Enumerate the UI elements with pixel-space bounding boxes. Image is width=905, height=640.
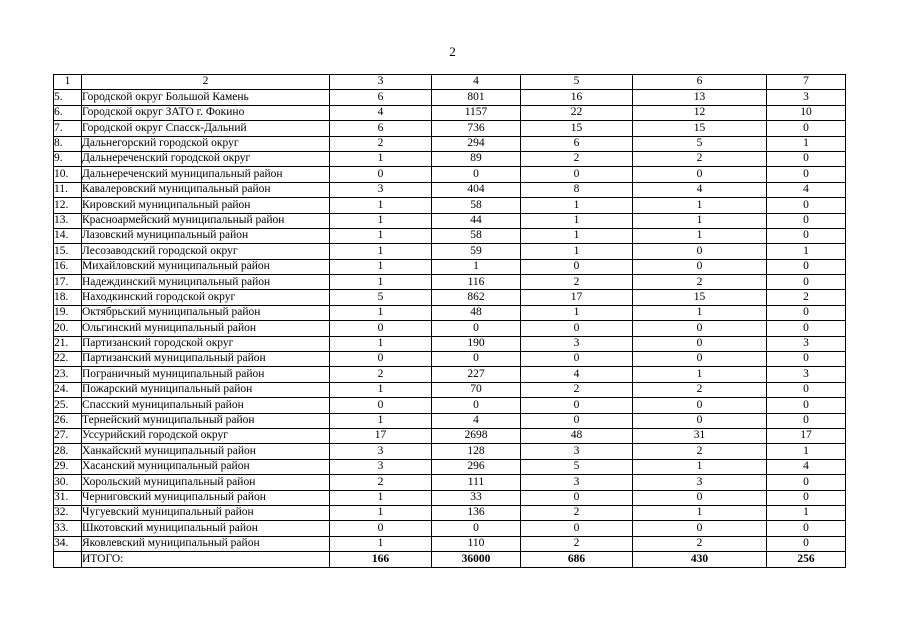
column-3-cell: 1: [330, 228, 432, 243]
column-6-cell: 0: [633, 413, 767, 428]
municipality-name-cell: Партизанский муниципальный район: [82, 352, 330, 367]
column-4-cell: 227: [432, 367, 521, 382]
column-3-cell: 0: [330, 352, 432, 367]
column-7-cell: 10: [767, 105, 846, 120]
row-number-cell: 26.: [54, 413, 82, 428]
column-4-cell: 736: [432, 121, 521, 136]
column-7-cell: 0: [767, 413, 846, 428]
column-3-cell: 4: [330, 105, 432, 120]
column-7-cell: 0: [767, 305, 846, 320]
table-row: [54, 382, 846, 397]
column-3-cell: 1: [330, 305, 432, 320]
row-number-cell: 8.: [54, 136, 82, 151]
row-number-cell: 22.: [54, 352, 82, 367]
column-5-cell: 2: [521, 505, 633, 520]
table-row: [54, 198, 846, 213]
column-7-cell: 4: [767, 459, 846, 474]
column-7-cell: 0: [767, 259, 846, 274]
column-5-cell: 1: [521, 213, 633, 228]
column-6-cell: 31: [633, 428, 767, 443]
row-number-cell: 34.: [54, 536, 82, 551]
column-6-cell: 2: [633, 382, 767, 397]
column-7-cell: 4: [767, 182, 846, 197]
municipality-name-cell: Городской округ ЗАТО г. Фокино: [82, 105, 330, 120]
column-3-cell: 1: [330, 382, 432, 397]
row-number-cell: 17.: [54, 275, 82, 290]
municipality-name-cell: Пожарский муниципальный район: [82, 382, 330, 397]
municipality-name-cell: Чугуевский муниципальный район: [82, 505, 330, 520]
row-number-cell: 23.: [54, 367, 82, 382]
column-5-cell: 5: [521, 459, 633, 474]
row-number-cell: 13.: [54, 213, 82, 228]
column-3-cell: 5: [330, 290, 432, 305]
column-7-cell: 0: [767, 198, 846, 213]
municipality-name-cell: Спасский муниципальный район: [82, 398, 330, 413]
column-5-cell: 686: [521, 552, 633, 567]
column-7-cell: 256: [767, 552, 846, 567]
municipality-name-cell: Хасанский муниципальный район: [82, 459, 330, 474]
row-number-cell: 16.: [54, 259, 82, 274]
row-number-cell: 10.: [54, 167, 82, 182]
table-row: [54, 459, 846, 474]
municipality-name-cell: Уссурийский городской округ: [82, 428, 330, 443]
column-6-cell: 0: [633, 490, 767, 505]
column-6-cell: 0: [633, 398, 767, 413]
table-row: [54, 290, 846, 305]
column-7-cell: 3: [767, 367, 846, 382]
column-5-cell: 0: [521, 259, 633, 274]
column-3-cell: 3: [330, 444, 432, 459]
row-number-cell: 15.: [54, 244, 82, 259]
column-4-cell: 36000: [432, 552, 521, 567]
table-row: [54, 321, 846, 336]
table-row: [54, 259, 846, 274]
column-3-cell: 1: [330, 151, 432, 166]
column-4-cell: 0: [432, 167, 521, 182]
row-number-cell: 14.: [54, 228, 82, 243]
total-row: [54, 552, 846, 567]
municipality-name-cell: Тернейский муниципальный район: [82, 413, 330, 428]
column-5-cell: 1: [521, 305, 633, 320]
column-3-cell: 1: [330, 490, 432, 505]
municipality-name-cell: Кировский муниципальный район: [82, 198, 330, 213]
row-number-cell: 29.: [54, 459, 82, 474]
column-4-cell: 128: [432, 444, 521, 459]
column-7-cell: 0: [767, 275, 846, 290]
column-5-cell: 48: [521, 428, 633, 443]
column-6-cell: 13: [633, 90, 767, 105]
municipality-name-cell: Яковлевский муниципальный район: [82, 536, 330, 551]
column-3-cell: 3: [330, 182, 432, 197]
column-3-cell: 1: [330, 198, 432, 213]
table-row: [54, 167, 846, 182]
municipality-name-cell: Хорольский муниципальный район: [82, 475, 330, 490]
column-3-cell: 1: [330, 413, 432, 428]
column-6-cell: 2: [633, 151, 767, 166]
column-3-cell: 0: [330, 167, 432, 182]
column-7-cell: 0: [767, 475, 846, 490]
column-5-cell: 0: [521, 398, 633, 413]
row-number-cell: 30.: [54, 475, 82, 490]
column-5-cell: 0: [521, 521, 633, 536]
header-cell: 3: [330, 75, 432, 90]
column-3-cell: 0: [330, 321, 432, 336]
column-5-cell: 8: [521, 182, 633, 197]
column-3-cell: 2: [330, 367, 432, 382]
table-row: [54, 490, 846, 505]
row-number-cell: 20.: [54, 321, 82, 336]
column-5-cell: 15: [521, 121, 633, 136]
column-5-cell: 0: [521, 413, 633, 428]
column-3-cell: 2: [330, 475, 432, 490]
column-7-cell: 0: [767, 382, 846, 397]
column-6-cell: 0: [633, 336, 767, 351]
column-4-cell: 111: [432, 475, 521, 490]
row-number-cell: 21.: [54, 336, 82, 351]
column-4-cell: 58: [432, 228, 521, 243]
municipality-name-cell: Ольгинский муниципальный район: [82, 321, 330, 336]
column-5-cell: 0: [521, 167, 633, 182]
column-3-cell: 1: [330, 505, 432, 520]
row-number-cell: 11.: [54, 182, 82, 197]
table-row: [54, 228, 846, 243]
statistics-table: [53, 74, 846, 568]
column-4-cell: 48: [432, 305, 521, 320]
column-4-cell: 4: [432, 413, 521, 428]
column-5-cell: 0: [521, 321, 633, 336]
column-4-cell: 1: [432, 259, 521, 274]
column-7-cell: 0: [767, 167, 846, 182]
row-number-cell: 19.: [54, 305, 82, 320]
row-number-cell: 6.: [54, 105, 82, 120]
column-3-cell: 2: [330, 136, 432, 151]
municipality-name-cell: Красноармейский муниципальный район: [82, 213, 330, 228]
column-6-cell: 430: [633, 552, 767, 567]
municipality-name-cell: Дальнереченский городской округ: [82, 151, 330, 166]
row-number-cell: 24.: [54, 382, 82, 397]
column-7-cell: 2: [767, 290, 846, 305]
table-row: [54, 413, 846, 428]
column-6-cell: 2: [633, 536, 767, 551]
column-4-cell: 1157: [432, 105, 521, 120]
column-3-cell: 6: [330, 90, 432, 105]
table-row: [54, 136, 846, 151]
column-7-cell: 0: [767, 228, 846, 243]
column-4-cell: 58: [432, 198, 521, 213]
municipality-name-cell: Городской округ Большой Камень: [82, 90, 330, 105]
table-row: [54, 305, 846, 320]
table-row: [54, 244, 846, 259]
column-4-cell: 0: [432, 352, 521, 367]
table-row: [54, 151, 846, 166]
column-5-cell: 3: [521, 336, 633, 351]
municipality-name-cell: Лесозаводский городской округ: [82, 244, 330, 259]
municipality-name-cell: Кавалеровский муниципальный район: [82, 182, 330, 197]
column-5-cell: 2: [521, 275, 633, 290]
column-6-cell: 1: [633, 459, 767, 474]
table-row: [54, 475, 846, 490]
table-row: [54, 121, 846, 136]
municipality-name-cell: Дальнереченский муниципальный район: [82, 167, 330, 182]
column-3-cell: 1: [330, 213, 432, 228]
column-4-cell: 44: [432, 213, 521, 228]
column-5-cell: 22: [521, 105, 633, 120]
column-4-cell: 801: [432, 90, 521, 105]
column-4-cell: 59: [432, 244, 521, 259]
row-number-cell: 25.: [54, 398, 82, 413]
column-7-cell: 1: [767, 505, 846, 520]
column-3-cell: 3: [330, 459, 432, 474]
table-row: [54, 505, 846, 520]
column-5-cell: 0: [521, 490, 633, 505]
column-3-cell: 166: [330, 552, 432, 567]
column-3-cell: 1: [330, 536, 432, 551]
column-4-cell: 296: [432, 459, 521, 474]
column-6-cell: 0: [633, 352, 767, 367]
column-6-cell: 1: [633, 198, 767, 213]
municipality-name-cell: Ханкайский муниципальный район: [82, 444, 330, 459]
table-row: [54, 352, 846, 367]
column-6-cell: 1: [633, 305, 767, 320]
column-4-cell: 116: [432, 275, 521, 290]
column-5-cell: 1: [521, 228, 633, 243]
municipality-name-cell: ИТОГО:: [82, 552, 330, 567]
municipality-name-cell: Лазовский муниципальный район: [82, 228, 330, 243]
column-4-cell: 70: [432, 382, 521, 397]
column-7-cell: 0: [767, 321, 846, 336]
column-4-cell: 0: [432, 521, 521, 536]
table-row: [54, 536, 846, 551]
column-5-cell: 2: [521, 536, 633, 551]
column-4-cell: 862: [432, 290, 521, 305]
column-4-cell: 190: [432, 336, 521, 351]
municipality-name-cell: Находкинский городской округ: [82, 290, 330, 305]
header-cell: 7: [767, 75, 846, 90]
column-4-cell: 0: [432, 398, 521, 413]
header-cell: 6: [633, 75, 767, 90]
column-7-cell: 1: [767, 444, 846, 459]
table-row: [54, 90, 846, 105]
row-number-cell: 27.: [54, 428, 82, 443]
column-4-cell: 89: [432, 151, 521, 166]
table-row: [54, 105, 846, 120]
column-3-cell: 1: [330, 275, 432, 290]
column-3-cell: 0: [330, 521, 432, 536]
header-cell: 1: [54, 75, 82, 90]
column-5-cell: 3: [521, 475, 633, 490]
municipality-name-cell: Октябрьский муниципальный район: [82, 305, 330, 320]
row-number-cell: 32.: [54, 505, 82, 520]
column-4-cell: 0: [432, 321, 521, 336]
row-number-cell: [54, 552, 82, 567]
table-row: [54, 521, 846, 536]
column-6-cell: 2: [633, 275, 767, 290]
column-5-cell: 16: [521, 90, 633, 105]
column-4-cell: 294: [432, 136, 521, 151]
table-row: [54, 398, 846, 413]
row-number-cell: 7.: [54, 121, 82, 136]
column-6-cell: 0: [633, 259, 767, 274]
column-6-cell: 1: [633, 213, 767, 228]
municipality-name-cell: Городской округ Спасск-Дальний: [82, 121, 330, 136]
column-7-cell: 1: [767, 136, 846, 151]
column-5-cell: 3: [521, 444, 633, 459]
column-4-cell: 2698: [432, 428, 521, 443]
column-7-cell: 0: [767, 521, 846, 536]
column-6-cell: 1: [633, 367, 767, 382]
column-5-cell: 1: [521, 198, 633, 213]
column-5-cell: 0: [521, 352, 633, 367]
column-5-cell: 6: [521, 136, 633, 151]
column-6-cell: 15: [633, 121, 767, 136]
column-4-cell: 136: [432, 505, 521, 520]
column-4-cell: 33: [432, 490, 521, 505]
table-row: [54, 275, 846, 290]
row-number-cell: 12.: [54, 198, 82, 213]
column-3-cell: 0: [330, 398, 432, 413]
header-cell: 5: [521, 75, 633, 90]
column-3-cell: 6: [330, 121, 432, 136]
column-3-cell: 17: [330, 428, 432, 443]
column-7-cell: 0: [767, 536, 846, 551]
column-6-cell: 1: [633, 505, 767, 520]
column-5-cell: 4: [521, 367, 633, 382]
column-5-cell: 1: [521, 244, 633, 259]
column-6-cell: 0: [633, 244, 767, 259]
header-cell: 4: [432, 75, 521, 90]
column-6-cell: 12: [633, 105, 767, 120]
column-7-cell: 3: [767, 90, 846, 105]
column-7-cell: 0: [767, 490, 846, 505]
column-6-cell: 4: [633, 182, 767, 197]
column-7-cell: 0: [767, 151, 846, 166]
row-number-cell: 5.: [54, 90, 82, 105]
column-5-cell: 17: [521, 290, 633, 305]
municipality-name-cell: Дальнегорский городской округ: [82, 136, 330, 151]
column-6-cell: 15: [633, 290, 767, 305]
column-6-cell: 2: [633, 444, 767, 459]
column-6-cell: 0: [633, 321, 767, 336]
column-7-cell: 0: [767, 121, 846, 136]
column-5-cell: 2: [521, 151, 633, 166]
column-6-cell: 0: [633, 521, 767, 536]
column-3-cell: 1: [330, 244, 432, 259]
municipality-name-cell: Шкотовский муниципальный район: [82, 521, 330, 536]
table-header-row: [54, 75, 846, 90]
row-number-cell: 31.: [54, 490, 82, 505]
column-6-cell: 5: [633, 136, 767, 151]
table-row: [54, 444, 846, 459]
row-number-cell: 28.: [54, 444, 82, 459]
column-7-cell: 3: [767, 336, 846, 351]
column-7-cell: 0: [767, 352, 846, 367]
municipality-name-cell: Партизанский городской округ: [82, 336, 330, 351]
municipality-name-cell: Черниговский муниципальный район: [82, 490, 330, 505]
municipality-name-cell: Надеждинский муниципальный район: [82, 275, 330, 290]
row-number-cell: 33.: [54, 521, 82, 536]
column-7-cell: 0: [767, 213, 846, 228]
table-row: [54, 213, 846, 228]
row-number-cell: 9.: [54, 151, 82, 166]
column-4-cell: 404: [432, 182, 521, 197]
column-6-cell: 1: [633, 228, 767, 243]
header-cell: 2: [82, 75, 330, 90]
column-5-cell: 2: [521, 382, 633, 397]
column-6-cell: 0: [633, 167, 767, 182]
column-4-cell: 110: [432, 536, 521, 551]
column-3-cell: 1: [330, 336, 432, 351]
page-number: 2: [449, 44, 456, 59]
municipality-name-cell: Михайловский муниципальный район: [82, 259, 330, 274]
column-6-cell: 3: [633, 475, 767, 490]
table-row: [54, 182, 846, 197]
row-number-cell: 18.: [54, 290, 82, 305]
column-7-cell: 1: [767, 244, 846, 259]
municipality-name-cell: Пограничный муниципальный район: [82, 367, 330, 382]
table-row: [54, 428, 846, 443]
table-row: [54, 367, 846, 382]
column-7-cell: 17: [767, 428, 846, 443]
column-3-cell: 1: [330, 259, 432, 274]
table-row: [54, 336, 846, 351]
column-7-cell: 0: [767, 398, 846, 413]
